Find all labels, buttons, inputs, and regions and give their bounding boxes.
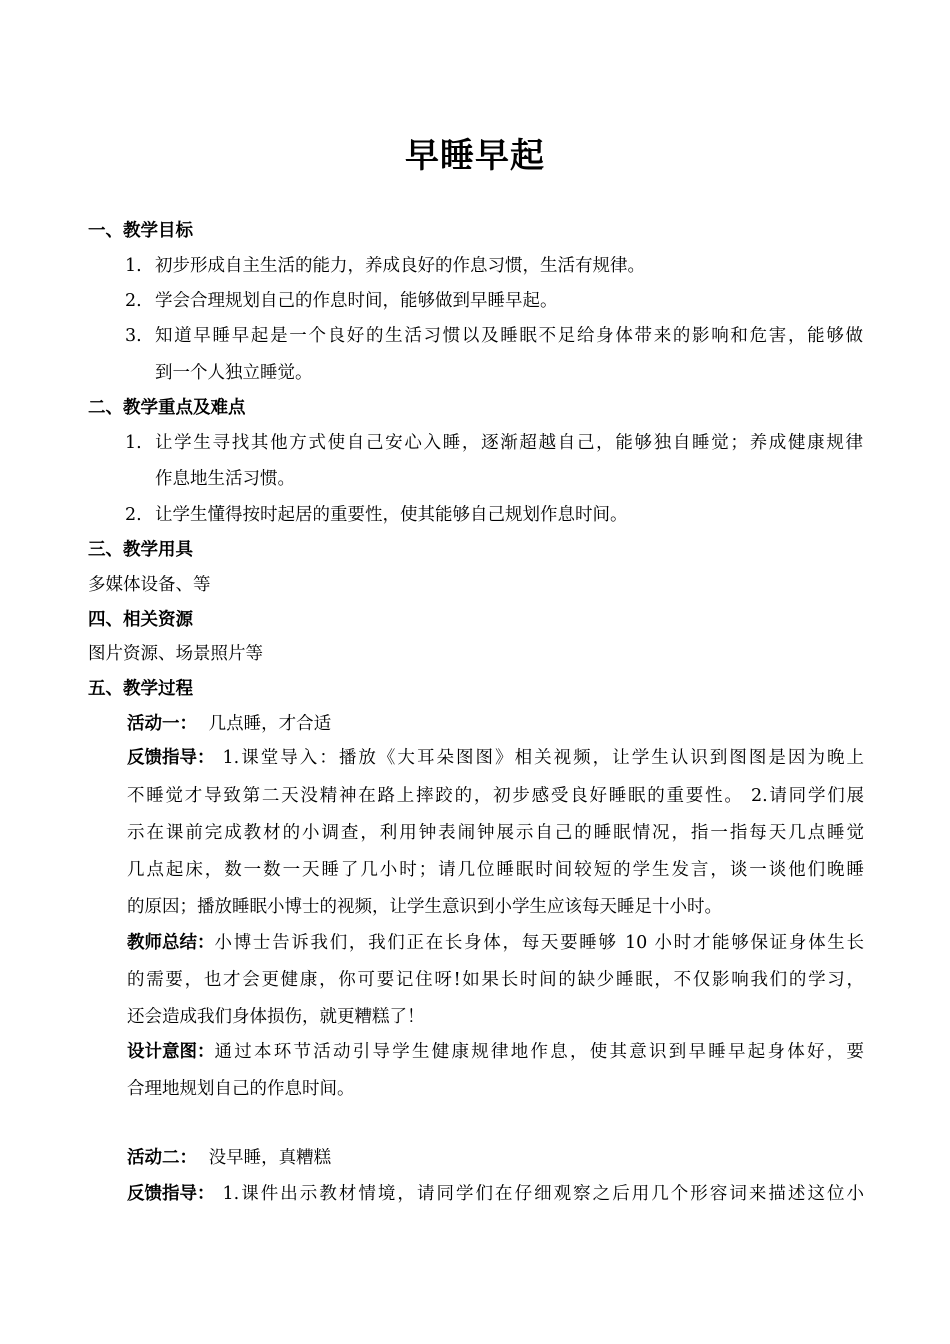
design-text: 通过本环节活动引导学生健康规律地作息，使其意识到早睡早起身体好，要 [214, 1042, 864, 1062]
summary-text: 小博士告诉我们，我们正在长身体，每天要睡够 10 小时才能够保证身体生长 [214, 933, 864, 953]
summary-line-1 [127, 931, 864, 955]
list-number: 1. [125, 433, 142, 453]
feedback-label: 反馈指导： [127, 1184, 215, 1204]
paragraph: 多媒体设备、等 [88, 575, 211, 595]
activity-title: 几点睡，才合适 [208, 714, 332, 734]
activity-label: 活动二： [127, 1148, 197, 1168]
section-heading-process: 五、教学过程 [88, 679, 193, 699]
section-heading-resources: 四、相关资源 [88, 610, 193, 630]
list-item: 初步形成自主生活的能力，养成良好的作息习惯，生活有规律。 [155, 256, 645, 276]
list-number: 2. [125, 291, 142, 311]
design-label: 设计意图： [127, 1042, 215, 1062]
section-heading-objectives: 一、教学目标 [88, 221, 193, 241]
list-item: 学会合理规划自己的作息时间，能够做到早睡早起。 [155, 291, 558, 311]
page-title: 早睡早起 [405, 136, 545, 176]
activity-title: 没早睡，真糟糕 [208, 1148, 332, 1168]
summary-label: 教师总结： [127, 933, 215, 953]
feedback-text: 的原因；播放睡眠小博士的视频，让学生意识到小学生应该每天睡足十小时。 [127, 897, 722, 917]
section-heading-key-points: 二、教学重点及难点 [88, 398, 246, 418]
feedback-label: 反馈指导： [127, 748, 215, 768]
list-number: 2. [125, 505, 142, 525]
list-number: 1. [125, 256, 142, 276]
feedback-text: 1.课堂导入：播放《大耳朵图图》相关视频，让学生认识到图图是因为晚上 [222, 748, 864, 768]
summary-text: 的需要，也才会更健康，你可要记住呀!如果长时间的缺少睡眠，不仅影响我们的学习， [127, 970, 864, 990]
activity-label: 活动一： [127, 714, 197, 734]
design-intent-line-1 [127, 1040, 864, 1064]
activity-one-heading [127, 712, 331, 736]
list-item: 知道早睡早起是一个良好的生活习惯以及睡眠不足给身体带来的影响和危害，能够做 [155, 326, 863, 346]
section-heading-tools: 三、教学用具 [88, 540, 193, 560]
summary-text: 还会造成我们身体损伤，就更糟糕了！ [127, 1007, 425, 1027]
feedback-text: 1.课件出示教材情境，请同学们在仔细观察之后用几个形容词来描述这位小 [222, 1184, 864, 1204]
paragraph: 图片资源、场景照片等 [88, 644, 263, 664]
list-item-continuation: 到一个人独立睡觉。 [155, 363, 313, 383]
feedback-text: 几点起床，数一数一天睡了几小时；请几位睡眠时间较短的学生发言，谈一谈他们晚睡 [127, 860, 864, 880]
list-item: 让学生寻找其他方式使自己安心入睡，逐渐超越自己，能够独自睡觉；养成健康规律 [155, 433, 863, 453]
activity-two-feedback [127, 1182, 864, 1206]
feedback-text: 不睡觉才导致第二天没精神在路上摔跤的，初步感受良好睡眠的重要性。 2.请同学们展 [127, 786, 864, 806]
list-item: 让学生懂得按时起居的重要性，使其能够自己规划作息时间。 [155, 505, 628, 525]
feedback-text: 示在课前完成教材的小调查，利用钟表闹钟展示自己的睡眠情况，指一指每天几点睡觉 [127, 823, 864, 843]
activity-two-heading [127, 1146, 331, 1170]
list-item-continuation: 作息地生活习惯。 [155, 469, 295, 489]
design-text: 合理地规划自己的作息时间。 [127, 1079, 355, 1099]
feedback-line-1 [127, 746, 864, 770]
list-number: 3. [125, 326, 142, 346]
